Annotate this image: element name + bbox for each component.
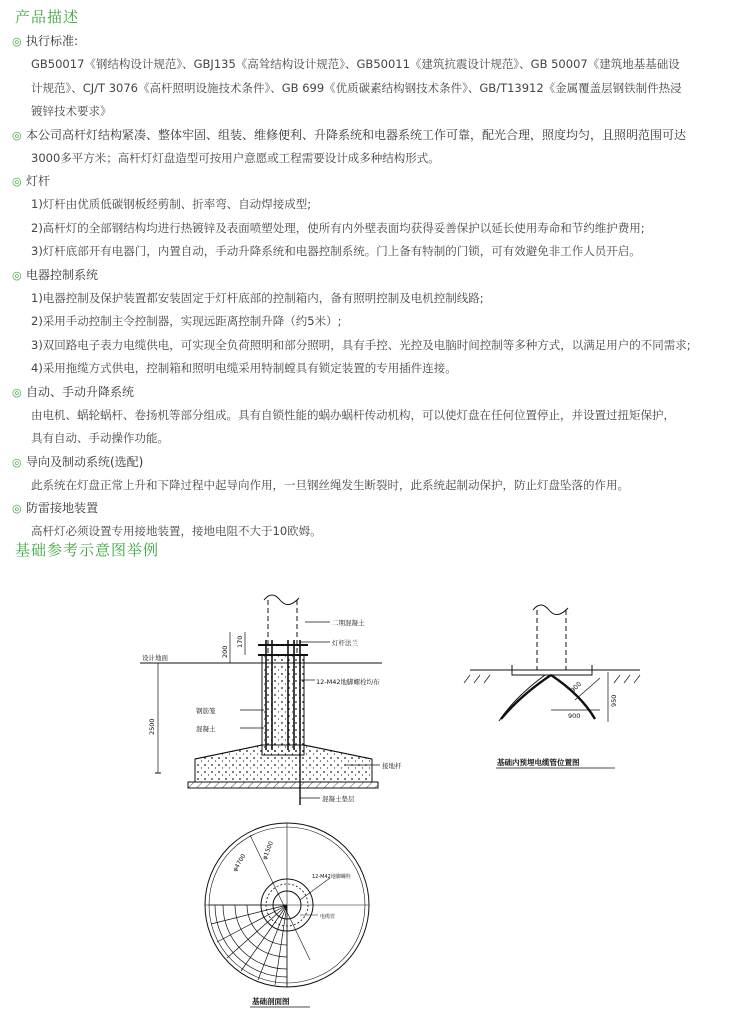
section-line: 1)电器控制及保护装置都安装固定于灯杆底部的控制箱内，备有照明控制及电机控制线路; (31, 290, 484, 305)
label-flange: 灯杆法兰 (332, 639, 358, 647)
circle-target-icon: ◎ (12, 502, 22, 515)
label-rebar: 钢筋笼 (196, 707, 216, 715)
section-body (12, 474, 750, 498)
label-second-concrete: 二期混凝土 (332, 619, 365, 627)
section-heading (12, 30, 750, 53)
section-4 (12, 381, 750, 451)
section-heading (12, 451, 750, 474)
section-line: 3)双回路电子表力电缆供电，可实现全负荷照明和部分照明，具有手控、光控及电脑时间控制等多种方式，以满足用户的不同需求; (31, 337, 691, 352)
circle-target-icon: ◎ (12, 268, 22, 282)
section-0 (12, 30, 750, 124)
dim-950: 950 (610, 694, 618, 707)
section-5 (12, 451, 750, 498)
circle-target-icon: ◎ (12, 128, 22, 142)
circle-target-icon: ◎ (12, 35, 22, 48)
foundation-drawing-svg (0, 560, 750, 1028)
dim-4700: φ4700 (231, 852, 248, 873)
section-2 (12, 170, 750, 264)
section-heading (12, 170, 750, 193)
section-line: GB50017《钢结构设计规范》、GBJ135《高耸结构设计规范》、GB50011《建筑抗震设计规范》、GB 50007《建筑地基基础设 (31, 57, 680, 71)
section-1 (12, 124, 750, 171)
section-body (12, 287, 750, 381)
section-line: 3)灯杆底部开有电器门，内置自动，手动升降系统和电器控制系统。门上备有特制的门锁，可有效避免非工作人员开启。 (31, 244, 641, 258)
section-heading-text: 防雷接地装置 (26, 501, 99, 515)
label-bolts-small: 12-M42地脚螺栓 (312, 874, 351, 880)
section-line: 2)采用手动控制主令控制器，实现远距离控制升降（约5米）; (31, 314, 342, 328)
dim-900-horizontal: 900 (568, 712, 581, 720)
section-body (12, 404, 750, 451)
section-heading-text: 灯杆 (26, 174, 51, 188)
section-body (12, 147, 750, 171)
label-cushion: 混凝土垫层 (322, 795, 355, 803)
section-line: 镀锌技术要求》 (31, 104, 112, 118)
foundation-drawings (0, 560, 750, 1028)
section-heading (12, 381, 750, 404)
section-heading (12, 497, 750, 520)
label-ground: 设计地面 (142, 654, 168, 662)
section-heading (12, 264, 750, 287)
section-line: 由电机、蜗轮蜗杆、卷扬机等部分组成。具有自锁性能的蜗办蜗杆传动机构，可以使灯盘在任何位置停止，并设置过扭矩保护， (31, 407, 675, 422)
section-heading-text: 电器控制系统 (26, 267, 99, 282)
section-6 (12, 497, 750, 544)
circle-target-icon: ◎ (12, 455, 22, 469)
foundation-plan (205, 823, 369, 987)
dim-170: 170 (236, 635, 244, 648)
label-cable-pipe: 电缆管 (320, 914, 336, 920)
product-description-title: 产品描述 (15, 8, 80, 26)
section-line: 高杆灯必须设置专用接地装置，接地电阻不大于10欧姆。 (31, 524, 322, 538)
product-description-body (12, 30, 750, 544)
label-bolts: 12-M42地脚螺栓均布 (316, 678, 380, 686)
section-caption: 基础剖面图 (252, 997, 290, 1006)
label-concrete: 混凝土 (196, 725, 216, 733)
section-3 (12, 264, 750, 381)
cable-pipe-caption: 基础内预埋电缆管位置图 (497, 758, 580, 767)
circle-target-icon: ◎ (12, 175, 22, 188)
dim-200: 200 (221, 645, 229, 658)
label-ground-rod: 接地杆 (382, 762, 402, 770)
section-body (12, 53, 750, 124)
section-heading-text: 自动、手动升降系统 (26, 384, 135, 399)
section-line: 3000多平方米；高杆灯灯盘造型可按用户意愿或工程需要设计成多种结构形式。 (31, 150, 440, 165)
section-line: 计规范》、CJ/T 3076《高杆照明设施技术条件》、GB 699《优质碳素结构钢技术条件》、GB/T13912《金属覆盖层钢铁制件热浸 (31, 80, 682, 95)
circle-target-icon: ◎ (12, 385, 22, 399)
section-heading-text: 本公司高杆灯结构紧凑、整体牢固、组装、维修便利、升降系统和电器系统工作可靠，配光合理，照度均匀，且照明范围可达 (26, 127, 687, 142)
section-body (12, 193, 750, 264)
section-heading-text: 导向及制动系统(选配) (26, 454, 144, 469)
cable-pipe-labels (497, 680, 618, 767)
foundation-plan-labels (232, 840, 351, 1006)
dim-2500: 2500 (148, 718, 156, 735)
section-line: 2)高杆灯的全部钢结构均进行热镀锌及表面喷塑处理，使所有内外壁表面均获得妥善保护以延长使用寿命和节约维护费用; (31, 220, 645, 235)
section-heading-text: 执行标准: (26, 34, 79, 48)
section-line: 1)灯杆由优质低碳钢板经剪制、折率弯、自动焊接成型; (31, 197, 312, 211)
section-heading (12, 124, 750, 147)
section-line: 具有自动、手动操作功能。 (31, 431, 169, 445)
section-line: 4)采用拖缆方式供电，控制箱和照明电缆采用特制螳具有锁定装置的专用插件连接。 (31, 361, 457, 375)
section-line: 此系统在灯盘正常上升和下降过程中起导向作用，一旦钢丝绳发生断裂时，此系统起制动保护，防止灯盘坠落的作用。 (31, 477, 629, 492)
dim-1500: φ1500 (261, 840, 276, 861)
dim-900-diagonal: 900 (568, 679, 584, 695)
foundation-title: 基础参考示意图举例 (15, 541, 160, 559)
